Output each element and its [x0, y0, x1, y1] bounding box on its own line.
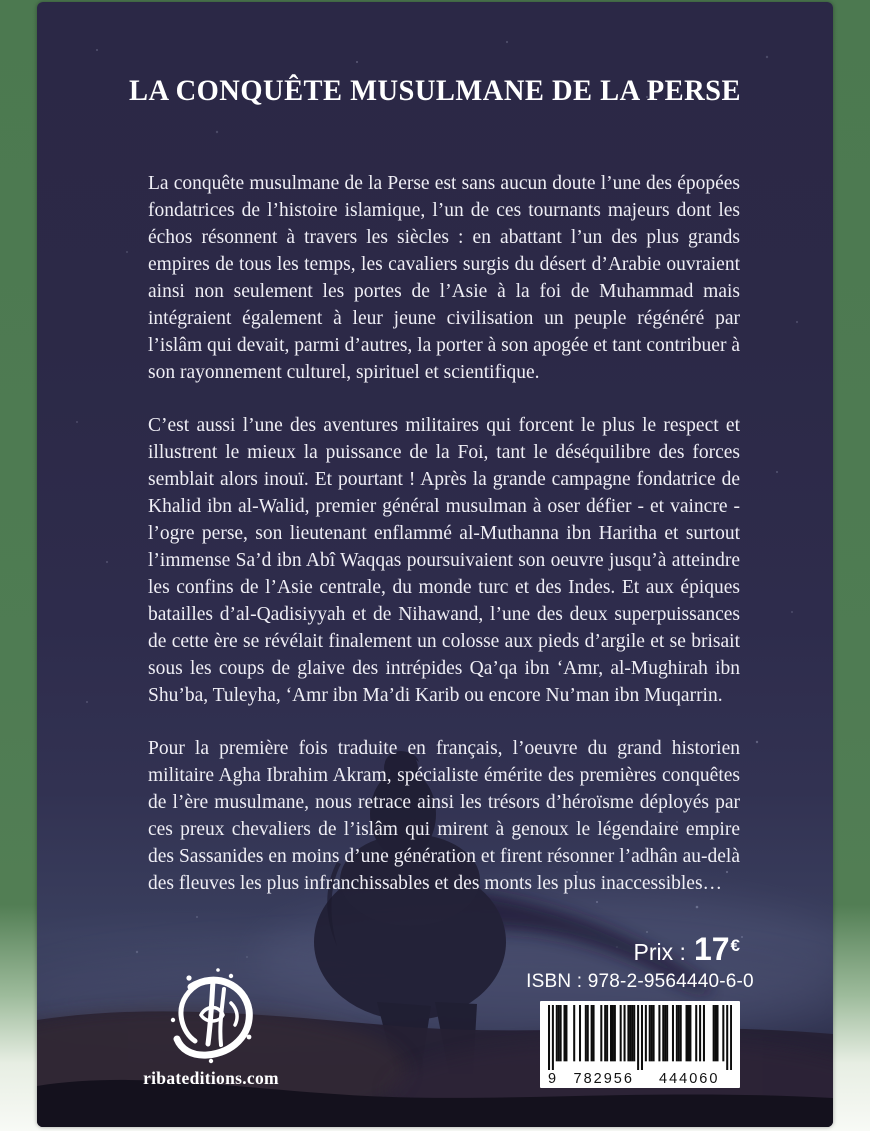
barcode-digit-first: 9 [548, 1070, 557, 1087]
barcode-group-2: 444060 [659, 1070, 720, 1087]
price-currency: € [730, 936, 740, 955]
barcode-group-1: 782956 [573, 1070, 634, 1087]
book-back-cover [37, 2, 833, 1127]
publisher-website: ribateditions.com [143, 1068, 279, 1088]
paragraph-2: C’est aussi l’une des aventures militaires qui forcent le plus le respect et illustrent le mieux la puissance de la Foi, tant le déséquilibre des forces semblait alors inouï. Et pourtant ! Après la grande campagne fondatrice de Khalid ibn al-Walid, premier général musulman à oser défier - et vaincre - l’ogre perse, son lieutenant enflammé al-Muthanna ibn Haritha et surtout l’immense Sa’d ibn Abî Waqqas poursuivaient son oeuvre jusqu’à atteindre les confins de l’Asie centrale, du monde turc et des Indes. Et aux épiques batailles d’al-Qadisiyyah et de Nihawand, l’une des deux superpuissances de cette ère se révélait finalement un colosse aux pieds d’argile et se brisait sous les coups de glaive des intrépides Qa’qa ibn ‘Amr, al-Mughirah ibn Shu’ba, Tuleyha, ‘Amr ibn Ma’di Karib ou encore Nu’man ibn Muqarrin. [148, 415, 740, 706]
book-title: LA CONQUÊTE MUSULMANE DE LA PERSE [129, 74, 741, 107]
price-value: 17 [693, 931, 730, 967]
isbn-text: ISBN : 978-2-9564440-6-0 [526, 971, 754, 992]
barcode-bars [548, 1005, 732, 1070]
price-label: Prix : [633, 939, 686, 965]
ribat-editions-logo-icon [161, 965, 261, 1065]
paragraph-1: La conquête musulmane de la Perse est sans aucun doute l’une des épopées fondatrices de l’histoire islamique, l’un de ces tournants majeurs dont les échos résonnent à travers les siècles : en abattant l’un des plus grands empires de tous les temps, les cavaliers surgis du désert d’Arabie ouvraient ainsi non seulement les portes de l’Asie à la foi de Muhammad mais intégraient également à leur jeune civilisation un peuple régénéré par l’islâm qui devait, parmi d’autres, la porter à son apogée et tant contribuer à son rayonnement culturel, spirituel et scientifique. [148, 173, 740, 383]
paragraph-3: Pour la première fois traduite en français, l’oeuvre du grand historien militaire Agha Ibrahim Akram, spécialiste émérite des premières conquêtes de l’ère musulmane, nous retrace ainsi les trésors d’héroïsme déployés par ces preux chevaliers de l’islâm qui mirent à genoux le légendaire empire des Sassanides en moins d’une génération et firent résonner l’adhân au-delà des fleuves les plus infranchissables et des monts les plus inaccessibles… [148, 738, 740, 894]
price [500, 933, 740, 966]
barcode-digits [548, 1070, 732, 1086]
back-cover-text [148, 170, 740, 897]
barcode [540, 1001, 740, 1088]
